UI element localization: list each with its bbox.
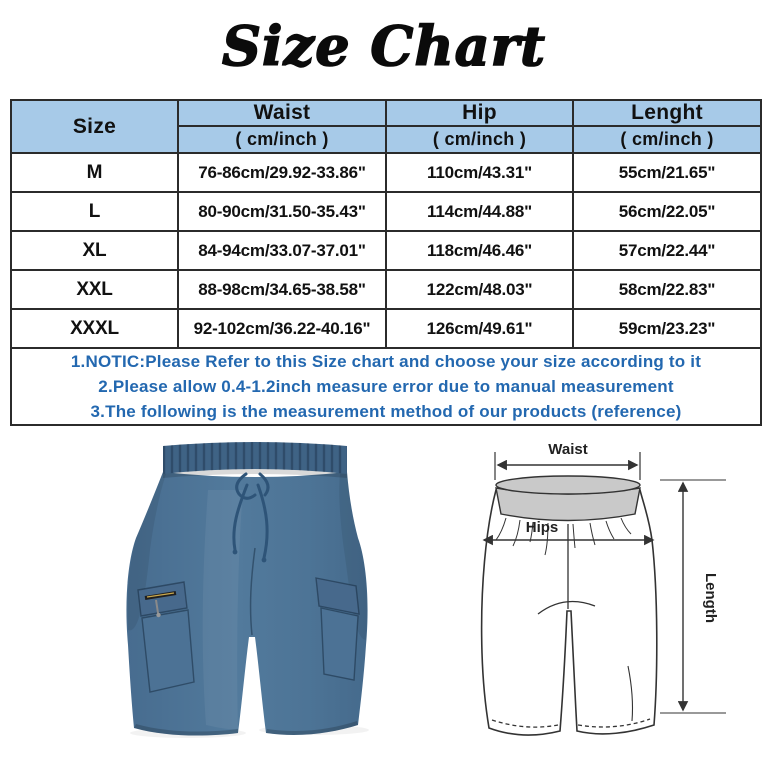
- length-cell: 58cm/22.83": [573, 270, 761, 309]
- waist-cell: 80-90cm/31.50-35.43": [178, 192, 386, 231]
- waist-cell: 92-102cm/36.22-40.16": [178, 309, 386, 348]
- length-cell: 56cm/22.05": [573, 192, 761, 231]
- drawstring-tip: [233, 550, 238, 555]
- shorts-photo: [88, 430, 408, 765]
- table-row: [11, 192, 761, 231]
- length-cell: 57cm/22.44": [573, 231, 761, 270]
- notice-line-3: 3.The following is the measurement method of our products (reference): [90, 402, 682, 421]
- size-table: [10, 99, 762, 426]
- col-header-size: Size: [11, 100, 178, 153]
- drawstring-tip: [262, 558, 267, 563]
- waist-measure: [495, 441, 640, 480]
- hip-cell: 126cm/49.61": [386, 309, 573, 348]
- waistband: [158, 434, 353, 478]
- size-cell: XXXL: [11, 309, 178, 348]
- hips-label: Hips: [525, 519, 559, 536]
- table-row: [11, 153, 761, 192]
- col-subheader-waist: ( cm/inch ): [178, 126, 386, 153]
- page-title: Size Chart: [222, 14, 546, 78]
- diagram-shorts-outline: [482, 490, 657, 735]
- length-cell: 59cm/23.23": [573, 309, 761, 348]
- diagram-waistband: [496, 476, 640, 521]
- size-cell: L: [11, 192, 178, 231]
- table-row: [11, 309, 761, 348]
- waist-cell: 88-98cm/34.65-38.58": [178, 270, 386, 309]
- table-row: [11, 231, 761, 270]
- length-label: Length: [702, 573, 719, 623]
- fold-highlight: [203, 490, 243, 729]
- notice-line-1: 1.NOTIC:Please Refer to this Size chart and choose your size according to it: [70, 352, 702, 371]
- waist-cell: 76-86cm/29.92-33.86": [178, 153, 386, 192]
- notice-line-2: 2.Please allow 0.4-1.2inch measure error due to manual measurement: [98, 377, 674, 396]
- col-subheader-hip: ( cm/inch ): [386, 126, 573, 153]
- col-header-waist: Waist: [178, 100, 386, 126]
- hip-cell: 122cm/48.03": [386, 270, 573, 309]
- measurement-diagram: [478, 428, 768, 768]
- waist-cell: 84-94cm/33.07-37.01": [178, 231, 386, 270]
- col-subheader-length: ( cm/inch ): [573, 126, 761, 153]
- hip-cell: 118cm/46.46": [386, 231, 573, 270]
- size-cell: XXL: [11, 270, 178, 309]
- size-cell: M: [11, 153, 178, 192]
- table-row: [11, 270, 761, 309]
- size-cell: XL: [11, 231, 178, 270]
- length-cell: 55cm/21.65": [573, 153, 761, 192]
- waist-label: Waist: [548, 441, 588, 458]
- hip-cell: 114cm/44.88": [386, 192, 573, 231]
- col-header-hip: Hip: [386, 100, 573, 126]
- hip-cell: 110cm/43.31": [386, 153, 573, 192]
- length-measure: [660, 480, 726, 713]
- notice-box: [11, 348, 761, 425]
- col-header-length: Lenght: [573, 100, 761, 126]
